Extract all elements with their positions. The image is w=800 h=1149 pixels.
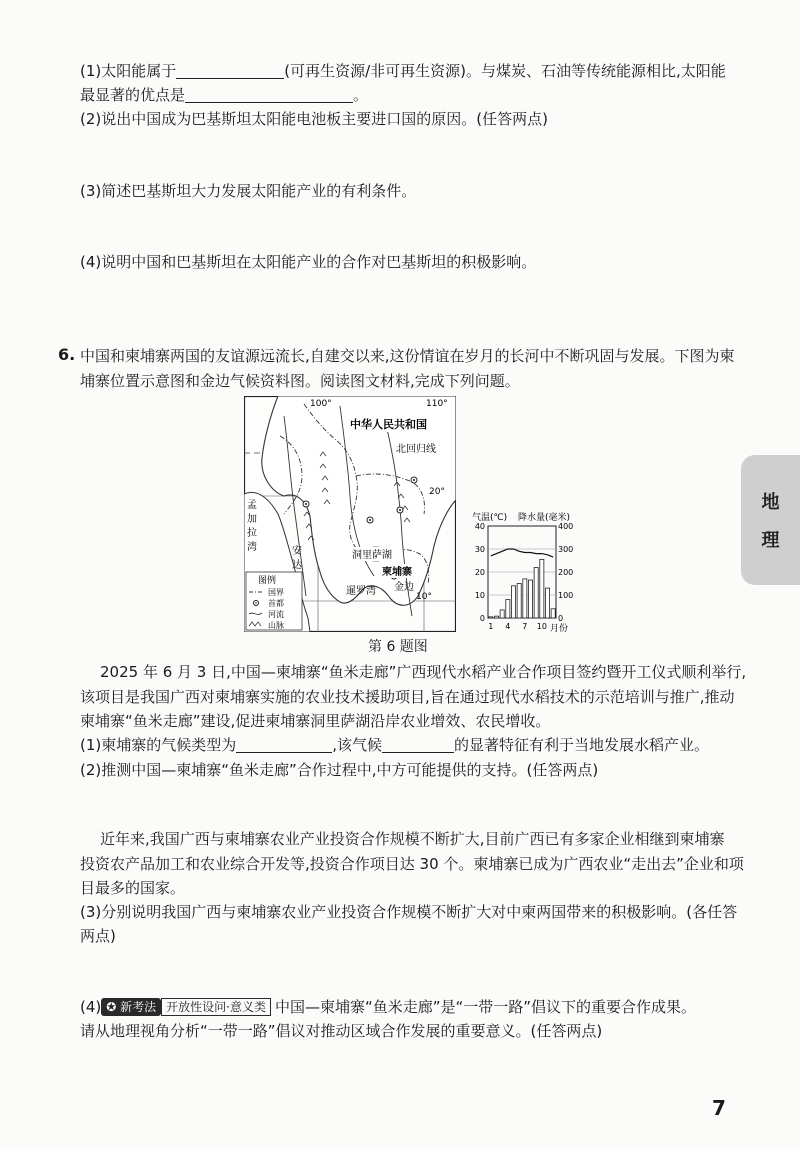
map-legend — [246, 572, 302, 630]
q5-part1-text-a: (1)太阳能属于 — [80, 62, 177, 80]
chart-y2-label: 降水量(毫米) — [518, 513, 571, 523]
legend-mountain: 山脉 — [268, 621, 284, 630]
q6-part3-line2: 两点) — [80, 927, 116, 945]
map-andaman-1: 安 — [292, 546, 302, 557]
chart-y2-tick: 0 — [558, 614, 564, 623]
new-exam-badge: ✪ 新考法 — [101, 998, 161, 1016]
chart-x-tick: 1 — [488, 622, 494, 631]
q6-part1-text-b: ,该气候 — [332, 736, 383, 754]
chart-y1-tick: 10 — [474, 591, 485, 600]
map-label-phnom-penh: 金边 — [394, 582, 414, 593]
q5-part1-line2 — [80, 84, 368, 106]
chart-y1-label: 气温(℃) — [472, 513, 508, 523]
q5-part3: (3)简述巴基斯坦大力发展太阳能产业的有利条件。 — [80, 182, 417, 200]
question-type-badge: 开放性设问·意义类 — [161, 998, 271, 1016]
q6-para2-line3: 目最多的国家。 — [80, 879, 186, 897]
map-label-tropic: 北回归线 — [396, 444, 436, 455]
chart-y1-tick: 0 — [479, 614, 485, 623]
chart-x-tick: 10 — [536, 622, 547, 631]
answer-blank[interactable] — [236, 752, 332, 753]
q6-para1-line2: 该项目是我国广西对柬埔寨实施的农业技术援助项目,旨在通过现代水稻技术的示范培训与推广,推动 — [80, 688, 735, 706]
q6-part1-text-a: (1)柬埔寨的气候类型为 — [80, 736, 237, 754]
map-label-china: 中华人民共和国 — [350, 418, 427, 431]
chart-y2-tick: 400 — [558, 522, 574, 531]
q6-para1-line3: 柬埔寨“鱼米走廊”建设,促进柬埔寨洞里萨湖沿岸农业增效、农民增收。 — [80, 712, 551, 730]
map-bay-bengal-2: 加 — [247, 514, 257, 525]
chart-y2-tick: 300 — [558, 545, 574, 554]
chart-precip-bar — [551, 609, 555, 618]
chart-y2-tick: 200 — [558, 568, 574, 577]
chart-y1-tick: 40 — [474, 522, 485, 531]
map-andaman-2: 达 — [292, 560, 302, 571]
chart-precip-bar — [489, 617, 493, 618]
map-latitude-20: 20° — [429, 487, 445, 497]
answer-blank[interactable] — [382, 752, 454, 753]
legend-capital: 首都 — [268, 599, 284, 608]
legend-river: 河流 — [268, 610, 284, 619]
chart-precip-bar — [511, 586, 515, 618]
chart-precip-bar — [545, 588, 549, 618]
question-number: 6. — [58, 345, 76, 364]
q5-part1-line1 — [80, 60, 726, 82]
q6-intro-line1: 中国和柬埔寨两国的友谊源远流长,自建交以来,这份情谊在岁月的长河中不断巩固与发展。下图为柬 — [80, 347, 735, 365]
chart-precip-bar — [500, 610, 504, 618]
map-bay-bengal-3: 拉 — [247, 528, 257, 539]
chart-y2-tick: 100 — [558, 591, 574, 600]
chart-precip-bar — [540, 559, 544, 618]
q5-part2: (2)说出中国成为巴基斯坦太阳能电池板主要进口国的原因。(任答两点) — [80, 110, 548, 128]
answer-blank[interactable] — [185, 102, 353, 103]
q6-part4-line2: 请从地理视角分析“一带一路”倡议对推动区域合作发展的重要意义。(任答两点) — [80, 1022, 603, 1040]
chart-x-label: 月份 — [550, 624, 569, 634]
q6-part2: (2)推测中国—柬埔寨“鱼米走廊”合作过程中,中方可能提供的支持。(任答两点) — [80, 761, 599, 779]
map-label-gulf-thailand: 暹罗湾 — [346, 586, 376, 597]
q6-intro-line2: 埔寨位置示意图和金边气候资料图。阅读图文材料,完成下列问题。 — [80, 372, 520, 390]
chart-precip-bar — [494, 616, 498, 618]
chart-x-tick: 7 — [522, 622, 528, 631]
legend-title: 图例 — [258, 576, 277, 586]
q6-para2-line2: 投资农产品加工和农业综合开发等,投资合作项目达 30 个。柬埔寨已成为广西农业“走出去”企业和项 — [80, 855, 744, 873]
chart-y1-tick: 30 — [474, 545, 485, 554]
chart-y1-tick: 20 — [474, 568, 485, 577]
phnom-penh-climate-chart — [466, 510, 584, 634]
side-tab-char-2: 理 — [761, 530, 780, 551]
q6-part4-line1 — [80, 996, 696, 1018]
map-bay-bengal-4: 湾 — [247, 542, 257, 553]
map-longitude-100: 100° — [310, 399, 332, 409]
map-bay-bengal-1: 孟 — [247, 500, 257, 511]
chart-precip-bar — [528, 580, 532, 618]
q6-part4-number: (4) — [80, 998, 102, 1016]
chart-precip-bar — [523, 579, 527, 618]
chart-precip-bar — [517, 584, 521, 619]
side-tab-char-1: 地 — [761, 492, 780, 513]
map-label-cambodia: 柬埔寨 — [382, 567, 412, 578]
chart-precip-bar — [534, 567, 538, 618]
cambodia-location-map — [244, 396, 456, 632]
map-latitude-10: 10° — [416, 592, 432, 602]
q6-part3-line1: (3)分别说明我国广西与柬埔寨农业产业投资合作规模不断扩大对中柬两国带来的积极影响。(各任答 — [80, 903, 738, 921]
chart-temperature-line — [491, 549, 553, 557]
legend-border: 国界 — [268, 588, 284, 597]
q5-part1-text-b: (可再生资源/非可再生资源)。与煤炭、石油等传统能源相比,太阳能 — [284, 62, 726, 80]
q6-part4-text-a: 中国—柬埔寨“鱼米走廊”是“一带一路”倡议下的重要合作成果。 — [274, 998, 697, 1016]
q6-part1 — [80, 734, 709, 756]
q5-part1-text-d: 。 — [353, 86, 369, 104]
q6-part1-text-c: 的显著特征有利于当地发展水稻产业。 — [454, 736, 710, 754]
chart-precip-bar — [506, 600, 510, 618]
q5-part4: (4)说明中国和巴基斯坦在太阳能产业的合作对巴基斯坦的积极影响。 — [80, 253, 537, 271]
q6-para2-line1: 近年来,我国广西与柬埔寨农业产业投资合作规模不断扩大,目前广西已有多家企业相继到柬埔寨 — [100, 830, 725, 848]
q5-part1-text-c: 最显著的优点是 — [80, 86, 186, 104]
answer-blank[interactable] — [176, 78, 284, 79]
map-longitude-110: 110° — [426, 399, 448, 409]
map-label-tonle-sap: 洞里萨湖 — [352, 550, 392, 561]
subject-side-tab — [741, 455, 800, 585]
q6-para1-line1: 2025 年 6 月 3 日,中国—柬埔寨“鱼米走廊”广西现代水稻产业合作项目签约暨开工仪式顺利举行, — [100, 663, 747, 681]
figure-caption: 第 6 题图 — [368, 639, 428, 655]
page-number: 7 — [712, 1096, 726, 1120]
chart-x-tick: 4 — [505, 622, 511, 631]
new-exam-badge-text: 新考法 — [120, 1000, 157, 1014]
